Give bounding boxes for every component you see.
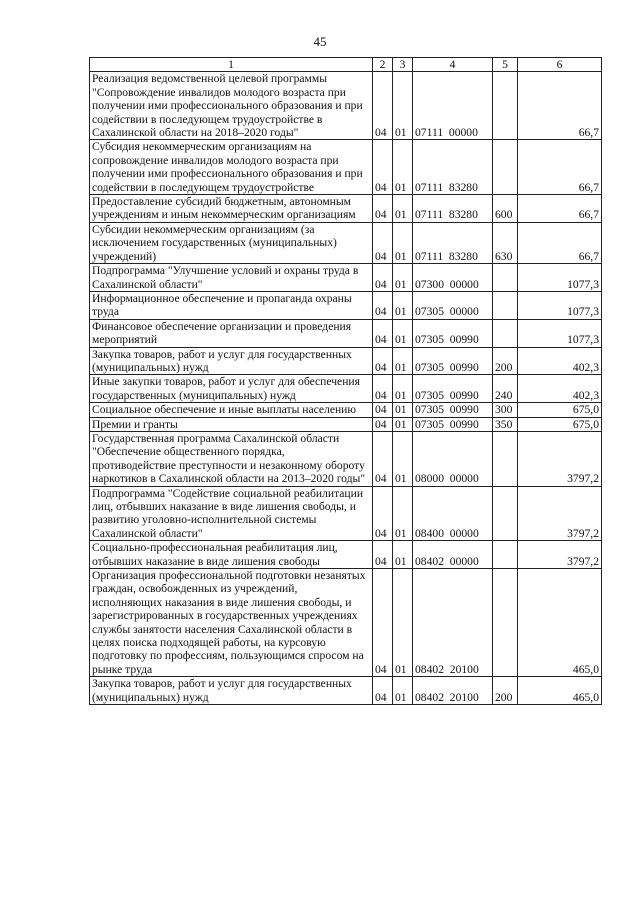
table-row [90,347,602,375]
subsection-cell: 01 [393,486,413,541]
budget-table [89,57,602,705]
expense-type-cell [493,72,518,140]
amount-cell: 402,3 [518,375,602,403]
section-cell: 04 [373,486,393,541]
name-cell: Государственная программа Сахалинской области "Обеспечение общественного порядка, противодействие преступности и незаконному обороту наркотиков в Сахалинской области на 2013–2020 годы" [90,431,373,486]
table-row [90,319,602,347]
name-cell: Информационное обеспечение и пропаганда охраны труда [90,291,373,319]
section-cell: 04 [373,403,393,417]
target-article-cell: 07111 83280 [413,222,493,263]
name-cell: Субсидия некоммерческим организациям на сопровождение инвалидов молодого возраста при получении ими профессионального образования и при содействии в последующем трудоустройстве [90,140,373,195]
amount-cell: 66,7 [518,72,602,140]
subsection-cell: 01 [393,319,413,347]
target-article-cell: 07111 83280 [413,195,493,223]
amount-cell: 465,0 [518,569,602,677]
section-cell: 04 [373,291,393,319]
amount-cell: 3797,2 [518,431,602,486]
subsection-cell: 01 [393,541,413,569]
table-row [90,417,602,431]
table-row [90,291,602,319]
subsection-cell: 01 [393,403,413,417]
expense-type-cell: 600 [493,195,518,223]
subsection-cell: 01 [393,291,413,319]
amount-cell: 66,7 [518,222,602,263]
section-cell: 04 [373,72,393,140]
table-row [90,222,602,263]
subsection-cell: 01 [393,677,413,705]
target-article-cell: 07111 00000 [413,72,493,140]
section-cell: 04 [373,431,393,486]
expense-type-cell [493,291,518,319]
amount-cell: 3797,2 [518,541,602,569]
amount-cell: 402,3 [518,347,602,375]
target-article-cell: 07305 00990 [413,403,493,417]
subsection-cell: 01 [393,222,413,263]
amount-cell: 66,7 [518,195,602,223]
subsection-cell: 01 [393,264,413,292]
amount-cell: 3797,2 [518,486,602,541]
amount-cell: 66,7 [518,140,602,195]
target-article-cell: 07111 83280 [413,140,493,195]
name-cell: Закупка товаров, работ и услуг для государственных (муниципальных) нужд [90,677,373,705]
target-article-cell: 08402 00000 [413,541,493,569]
page-number: 45 [313,34,327,49]
table-row [90,403,602,417]
section-cell: 04 [373,375,393,403]
table-row [90,677,602,705]
target-article-cell: 07305 00990 [413,375,493,403]
subsection-cell: 01 [393,347,413,375]
expense-type-cell: 200 [493,677,518,705]
amount-cell: 1077,3 [518,264,602,292]
expense-type-cell [493,569,518,677]
amount-cell: 465,0 [518,677,602,705]
target-article-cell: 07305 00000 [413,291,493,319]
name-cell: Премии и гранты [90,417,373,431]
name-cell: Иные закупки товаров, работ и услуг для обеспечения государственных (муниципальных) нужд [90,375,373,403]
table-row [90,486,602,541]
table-row [90,72,602,140]
table-row [90,195,602,223]
target-article-cell: 08402 20100 [413,677,493,705]
subsection-cell: 01 [393,417,413,431]
name-cell: Подпрограмма "Содействие социальной реабилитации лиц, отбывших наказание в виде лишения свободы, и развитию уголовно-исполнительной системы Сахалинской области" [90,486,373,541]
name-cell: Финансовое обеспечение организации и проведения мероприятий [90,319,373,347]
amount-cell: 1077,3 [518,319,602,347]
expense-type-cell: 200 [493,347,518,375]
target-article-cell: 07305 00990 [413,417,493,431]
column-header-3: 3 [393,58,413,72]
subsection-cell: 01 [393,569,413,677]
table-row [90,375,602,403]
expense-type-cell [493,264,518,292]
subsection-cell: 01 [393,375,413,403]
expense-type-cell: 240 [493,375,518,403]
name-cell: Социально-профессиональная реабилитация лиц, отбывших наказание в виде лишения свободы [90,541,373,569]
amount-cell: 675,0 [518,403,602,417]
target-article-cell: 08400 00000 [413,486,493,541]
column-header-2: 2 [373,58,393,72]
target-article-cell: 08000 00000 [413,431,493,486]
table-row [90,431,602,486]
table-header [90,58,602,72]
section-cell: 04 [373,222,393,263]
amount-cell: 675,0 [518,417,602,431]
target-article-cell: 07305 00990 [413,347,493,375]
expense-type-cell: 300 [493,403,518,417]
expense-type-cell [493,431,518,486]
column-header-6: 6 [518,58,602,72]
section-cell: 04 [373,541,393,569]
section-cell: 04 [373,319,393,347]
column-header-1: 1 [90,58,373,72]
section-cell: 04 [373,264,393,292]
table-row [90,541,602,569]
expense-type-cell: 350 [493,417,518,431]
expense-type-cell [493,319,518,347]
expense-type-cell [493,140,518,195]
expense-type-cell [493,541,518,569]
table-row [90,264,602,292]
table-body [90,72,602,705]
section-cell: 04 [373,347,393,375]
subsection-cell: 01 [393,140,413,195]
subsection-cell: 01 [393,195,413,223]
name-cell: Реализация ведомственной целевой программы "Сопровождение инвалидов молодого возраста при получении ими профессионального образования и при содействии в последующем трудоустройстве в Сахалинской области на 2018–2020 годы" [90,72,373,140]
name-cell: Предоставление субсидий бюджетным, автономным учреждениям и иным некоммерческим организациям [90,195,373,223]
expense-type-cell [493,486,518,541]
section-cell: 04 [373,677,393,705]
name-cell: Подпрограмма "Улучшение условий и охраны труда в Сахалинской области" [90,264,373,292]
section-cell: 04 [373,417,393,431]
subsection-cell: 01 [393,72,413,140]
section-cell: 04 [373,569,393,677]
section-cell: 04 [373,140,393,195]
table-row [90,140,602,195]
expense-type-cell: 630 [493,222,518,263]
name-cell: Организация профессиональной подготовки незанятых граждан, освобожденных из учреждений, исполняющих наказания в виде лишения свободы, и зарегистрированных в государственных учреждениях службы занятости населения Сахалинской области в целях поиска подходящей работы, на курсовую подготовку по профессиям, пользующимся спросом на рынке труда [90,569,373,677]
name-cell: Закупка товаров, работ и услуг для государственных (муниципальных) нужд [90,347,373,375]
table-row [90,569,602,677]
subsection-cell: 01 [393,431,413,486]
header-row [90,58,602,72]
name-cell: Социальное обеспечение и иные выплаты населению [90,403,373,417]
target-article-cell: 07300 00000 [413,264,493,292]
name-cell: Субсидии некоммерческим организациям (за исключением государственных (муниципальных) учреждений) [90,222,373,263]
column-header-4: 4 [413,58,493,72]
target-article-cell: 08402 20100 [413,569,493,677]
column-header-5: 5 [493,58,518,72]
section-cell: 04 [373,195,393,223]
target-article-cell: 07305 00990 [413,319,493,347]
amount-cell: 1077,3 [518,291,602,319]
